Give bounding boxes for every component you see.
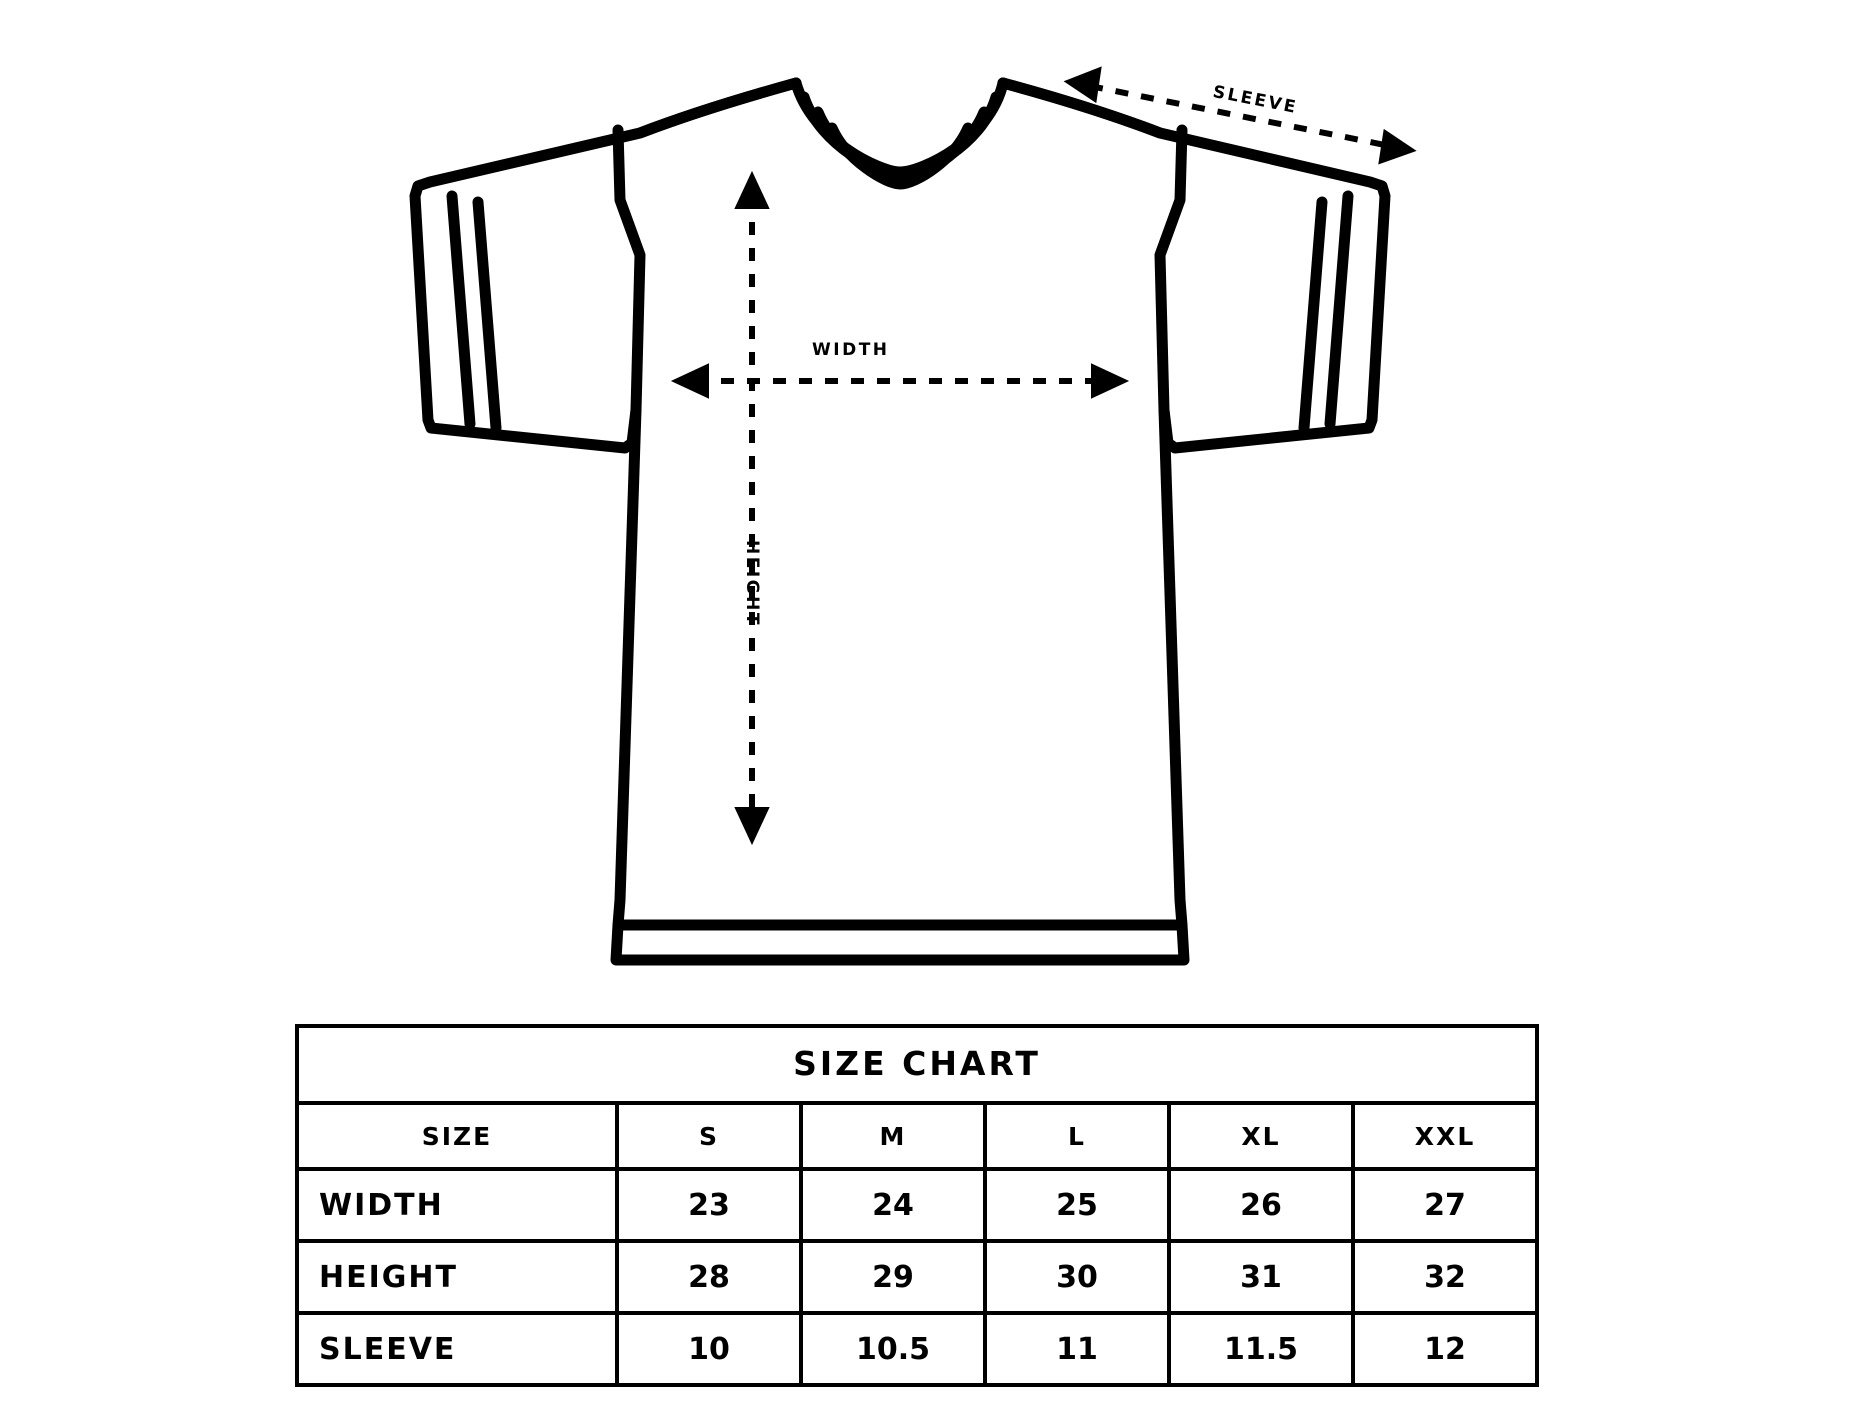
table-row — [297, 1169, 1537, 1241]
header-size-xl: XL — [1169, 1103, 1353, 1169]
cell-width-xxl: 27 — [1353, 1169, 1537, 1241]
height-label: HEIGHT — [742, 540, 762, 627]
row-label-height: HEIGHT — [297, 1241, 617, 1313]
cell-sleeve-xxl: 12 — [1353, 1313, 1537, 1385]
cell-sleeve-l: 11 — [985, 1313, 1169, 1385]
cell-height-m: 29 — [801, 1241, 985, 1313]
size-chart-table — [295, 1024, 1539, 1387]
width-label: WIDTH — [812, 340, 890, 360]
header-size: SIZE — [297, 1103, 617, 1169]
width-arrow — [678, 368, 1122, 394]
table-row — [297, 1241, 1537, 1313]
height-arrow — [739, 178, 765, 838]
table-header-row — [297, 1103, 1537, 1169]
cell-sleeve-xl: 11.5 — [1169, 1313, 1353, 1385]
cell-width-m: 24 — [801, 1169, 985, 1241]
cell-height-xxl: 32 — [1353, 1241, 1537, 1313]
size-chart-title: SIZE CHART — [297, 1026, 1537, 1103]
row-label-sleeve: SLEEVE — [297, 1313, 617, 1385]
header-size-m: M — [801, 1103, 985, 1169]
cell-sleeve-s: 10 — [617, 1313, 801, 1385]
table-row — [297, 1313, 1537, 1385]
cell-height-l: 30 — [985, 1241, 1169, 1313]
cell-sleeve-m: 10.5 — [801, 1313, 985, 1385]
header-size-xxl: XXL — [1353, 1103, 1537, 1169]
header-size-l: L — [985, 1103, 1169, 1169]
cell-height-s: 28 — [617, 1241, 801, 1313]
cell-width-s: 23 — [617, 1169, 801, 1241]
cell-width-xl: 26 — [1169, 1169, 1353, 1241]
table-title-row — [297, 1026, 1537, 1103]
row-label-width: WIDTH — [297, 1169, 617, 1241]
header-size-s: S — [617, 1103, 801, 1169]
cell-height-xl: 31 — [1169, 1241, 1353, 1313]
cell-width-l: 25 — [985, 1169, 1169, 1241]
sleeve-label: SLEEVE — [1211, 82, 1300, 119]
size-chart-table-wrapper — [295, 1024, 1538, 1387]
